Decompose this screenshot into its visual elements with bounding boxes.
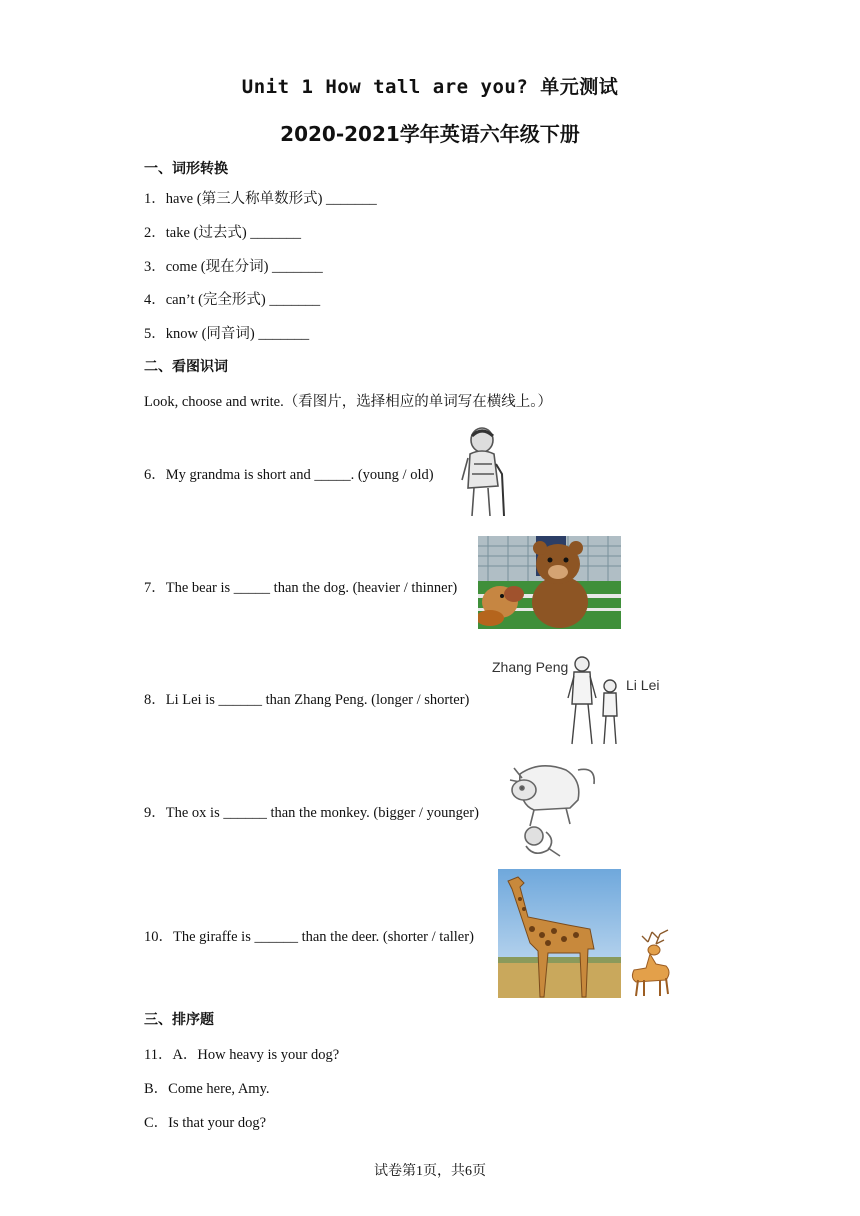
question-2: 2．take (过去式) _______ bbox=[144, 225, 302, 241]
question-10: 10．The giraffe is ______ than the deer. (shorter / taller) bbox=[144, 929, 474, 945]
section-2-instruction: Look, choose and write.（看图片，选择相应的单词写在横线上。） bbox=[144, 394, 552, 410]
zhang-peng-label: Zhang Peng bbox=[492, 659, 569, 675]
deer-image bbox=[622, 928, 678, 998]
question-9: 9．The ox is ______ than the monkey. (bigger / younger) bbox=[144, 805, 479, 821]
question-1: 1．have (第三人称单数形式) _______ bbox=[144, 191, 377, 207]
question-4: 4．can’t (完全形式) _______ bbox=[144, 292, 321, 308]
section-3-heading: 三、排序题 bbox=[144, 1012, 214, 1028]
page-footer: 试卷第1页，共6页 bbox=[374, 1164, 486, 1179]
question-6: 6．My grandma is short and _____. (young / old) bbox=[144, 467, 434, 483]
question-5: 5．know (同音词) _______ bbox=[144, 326, 310, 342]
title-line-1: Unit 1 How tall are you? 单元测试 bbox=[241, 76, 619, 98]
section-2-heading: 二、看图识词 bbox=[144, 359, 228, 375]
question-3: 3．come (现在分词) _______ bbox=[144, 259, 323, 275]
title-line-2: 2020-2021学年英语六年级下册 bbox=[280, 122, 580, 146]
giraffe-image bbox=[498, 869, 621, 998]
bear-dog-image bbox=[478, 536, 621, 629]
question-7: 7．The bear is _____ than the dog. (heavier / thinner) bbox=[144, 580, 458, 596]
ox-monkey-image bbox=[500, 760, 604, 860]
section-1-heading: 一、词形转换 bbox=[144, 161, 228, 177]
question-11-a: 11．A．How heavy is your dog? bbox=[144, 1047, 340, 1063]
grandma-image bbox=[452, 424, 514, 522]
question-11-c: C．Is that your dog? bbox=[144, 1115, 267, 1131]
li-lei-label: Li Lei bbox=[626, 677, 660, 693]
zhang-peng-li-lei-image bbox=[492, 656, 668, 748]
question-8: 8．Li Lei is ______ than Zhang Peng. (longer / shorter) bbox=[144, 692, 470, 708]
question-11-b: B．Come here, Amy. bbox=[144, 1081, 270, 1097]
